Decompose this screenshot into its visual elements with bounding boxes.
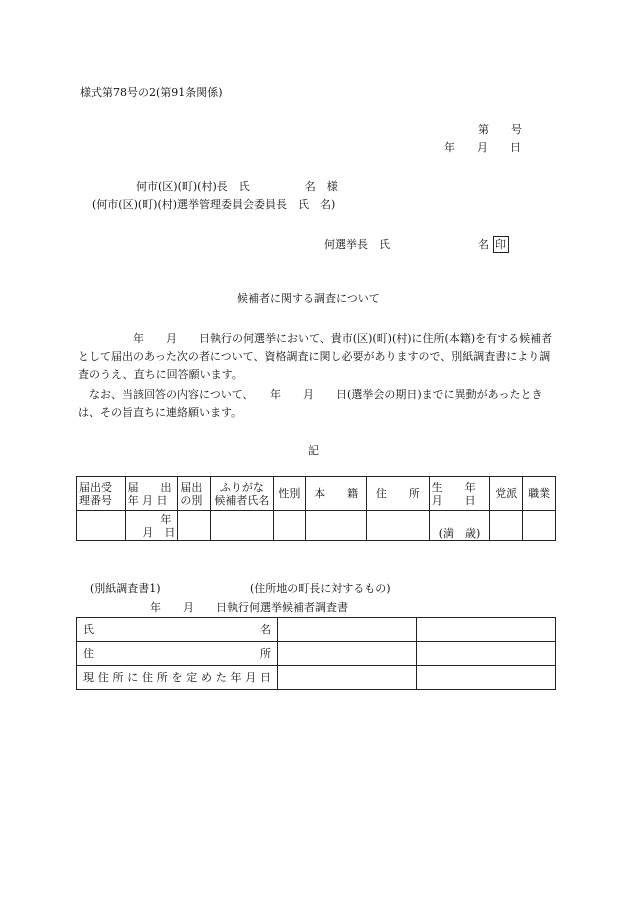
value-name-extra xyxy=(417,618,556,642)
label-name-char-1: 氏 xyxy=(83,623,94,636)
body-paragraph-1: 年 月 日執行の何選挙において、貴市(区)(町)(村)に住所(本籍)を有する候補者として届出のあった次の者について、資格調査に関し必要がありますので、別紙調査書により調査のうえ、直ちに回答願います。 xyxy=(78,332,553,381)
header-name: 候補者氏名 xyxy=(214,493,270,507)
label-residence-char: 住 xyxy=(97,671,109,684)
cell-filing-type xyxy=(178,511,211,541)
cell-gender xyxy=(273,511,306,541)
label-residence-char: め xyxy=(201,671,212,684)
attachment-title: 年 月 日執行何選挙候補者調査書 xyxy=(150,601,348,614)
header-gender: 性別 xyxy=(273,477,306,511)
value-address-extra xyxy=(417,642,556,666)
cell-receipt-number xyxy=(77,511,126,541)
header-type-a: 届出 xyxy=(180,480,203,494)
header-filing-a: 届 出 xyxy=(127,480,172,494)
cell-candidate-name xyxy=(211,511,273,541)
label-address xyxy=(77,642,278,666)
header-furigana: ふりがな xyxy=(219,480,264,494)
attachment-label: (別紙調査書1) xyxy=(90,582,161,595)
subject-title: 候補者に関する調査について xyxy=(237,292,380,305)
label-residence-char: 住 xyxy=(142,671,153,684)
label-residence-char: 所 xyxy=(112,671,124,684)
cell-address xyxy=(367,511,430,541)
attachment-note: (住所地の町長に対するもの) xyxy=(250,582,391,595)
cell-occupation xyxy=(523,511,556,541)
cell-filing-monthday: 月 日 xyxy=(142,525,176,539)
header-birth-a: 生 年 xyxy=(431,480,476,494)
form-number: 様式第78号の2(第91条関係) xyxy=(80,86,223,99)
candidate-table xyxy=(76,476,556,541)
survey-table xyxy=(76,617,556,690)
table-header-row xyxy=(77,477,556,511)
body-paragraph-2: なお、当該回答の内容について、 年 月 日(選挙会の期日)までに異動があったときは、その旨直ちに連絡願います。 xyxy=(78,388,543,419)
cell-party xyxy=(490,511,523,541)
label-residence-char: に xyxy=(127,671,139,684)
label-residence-char: 定 xyxy=(186,671,198,684)
label-name xyxy=(77,618,278,642)
table-row xyxy=(77,666,556,690)
header-filing-type xyxy=(178,477,211,511)
label-address-char-1: 住 xyxy=(83,647,94,660)
sender xyxy=(324,236,509,253)
label-residence-char: 現 xyxy=(83,671,94,684)
header-domicile: 本 籍 xyxy=(306,477,367,511)
header-birth-b: 月 日 xyxy=(431,493,476,507)
label-residence-date xyxy=(77,666,278,690)
label-name-char-2: 名 xyxy=(260,623,271,636)
table-row xyxy=(77,511,556,541)
label-address-char-2: 所 xyxy=(260,647,271,660)
header-occupation: 職業 xyxy=(523,477,556,511)
value-residence-date xyxy=(278,666,417,690)
sender-name: 何選挙長 氏 名 xyxy=(324,238,489,251)
addressee-line-2: (何市(区)(町)(村)選挙管理委員会委員長 氏 名) xyxy=(92,198,336,211)
value-residence-date-extra xyxy=(417,666,556,690)
table-row xyxy=(77,642,556,666)
seal-mark: 印 xyxy=(493,236,509,253)
document-date: 年 月 日 xyxy=(444,141,521,154)
cell-filing-year: 年 xyxy=(160,512,172,526)
label-residence-char: 日 xyxy=(260,671,271,684)
value-address xyxy=(278,642,417,666)
label-residence-char: 月 xyxy=(245,671,257,684)
header-address: 住 所 xyxy=(367,477,430,511)
label-name-text xyxy=(79,623,275,636)
label-residence-char: 所 xyxy=(156,671,168,684)
label-residence-char: た xyxy=(215,671,227,684)
label-address-text xyxy=(79,647,275,660)
header-receipt-a: 届出受 xyxy=(79,480,112,494)
label-residence-char: を xyxy=(171,671,183,684)
addressee-line-1: 何市(区)(町)(村)長 氏 名 様 xyxy=(136,180,338,193)
cell-domicile xyxy=(306,511,367,541)
header-type-b: の別 xyxy=(180,493,203,507)
document-number: 第 号 xyxy=(478,123,522,136)
header-candidate-name xyxy=(211,477,273,511)
ki-heading: 記 xyxy=(308,444,319,457)
header-filing-date xyxy=(125,477,178,511)
table-row xyxy=(77,618,556,642)
label-residence-date-text xyxy=(79,671,275,684)
header-birthdate xyxy=(429,477,490,511)
cell-birthdate: (満 歳) xyxy=(429,511,490,541)
header-party: 党派 xyxy=(490,477,523,511)
header-receipt-b: 理番号 xyxy=(79,493,112,507)
value-name xyxy=(278,618,417,642)
header-receipt-number xyxy=(77,477,126,511)
label-residence-char: 年 xyxy=(230,671,242,684)
cell-filing-date xyxy=(125,511,178,541)
header-filing-b: 年 月 日 xyxy=(127,493,168,507)
